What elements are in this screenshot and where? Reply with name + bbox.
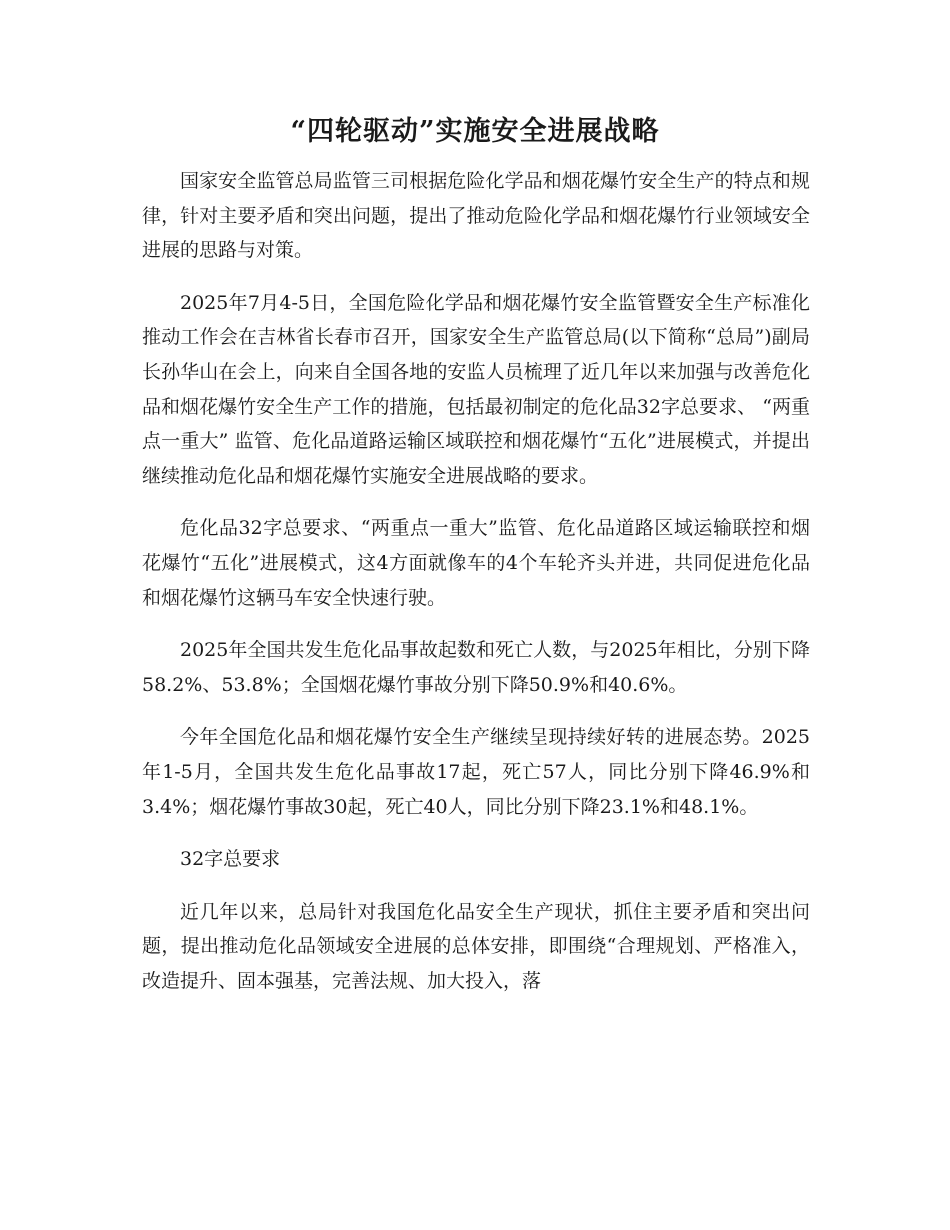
paragraph: 今年全国危化品和烟花爆竹安全生产继续呈现持续好转的进展态势。2025年1-5月，全国共发生危化品事故17起，死亡57人，同比分别下降46.9%和3.4%；烟花爆竹事故30起，死亡40人，同比分别下降23.1%和48.1%。 bbox=[142, 726, 810, 818]
document-title: “四轮驱动”实施安全进展战略 bbox=[290, 116, 660, 147]
section-heading: 32字总要求 bbox=[180, 848, 281, 871]
paragraph: 危化品32字总要求、“两重点一重大”监管、危化品道路区域运输联控和烟花爆竹“五化”进展模式，这4方面就像车的4个车轮齐头并进，共同促进危化品和烟花爆竹这辆马车安全快速行驶。 bbox=[142, 517, 810, 609]
document-body bbox=[142, 164, 810, 1016]
paragraph: 国家安全监管总局监管三司根据危险化学品和烟花爆竹安全生产的特点和规律，针对主要矛盾和突出问题，提出了推动危险化学品和烟花爆竹行业领域安全进展的思路与对策。 bbox=[142, 170, 810, 262]
paragraph: 近几年以来，总局针对我国危化品安全生产现状，抓住主要矛盾和突出问题，提出推动危化品领域安全进展的总体安排，即围绕“合理规划、严格准入，改造提升、固本强基，完善法规、加大投入，落 bbox=[142, 900, 810, 992]
paragraph: 2025年全国共发生危化品事故起数和死亡人数，与2025年相比，分别下降58.2%、53.8%；全国烟花爆竹事故分别下降50.9%和40.6%。 bbox=[142, 639, 810, 696]
paragraph: 2025年7月4-5日，全国危险化学品和烟花爆竹安全监管暨安全生产标准化推动工作会在吉林省长春市召开，国家安全生产监管总局(以下简称“总局”)副局长孙华山在会上，向来自全国各地的安监人员梳理了近几年以来加强与改善危化品和烟花爆竹安全生产工作的措施，包括最初制定的危化品32字总要求、 “两重点一重大” 监管、危化品道路运输区域联控和烟花爆竹“五化”进展模式，并提出继续推动危化品和烟花爆竹实施安全进展战略的要求。 bbox=[142, 291, 810, 487]
